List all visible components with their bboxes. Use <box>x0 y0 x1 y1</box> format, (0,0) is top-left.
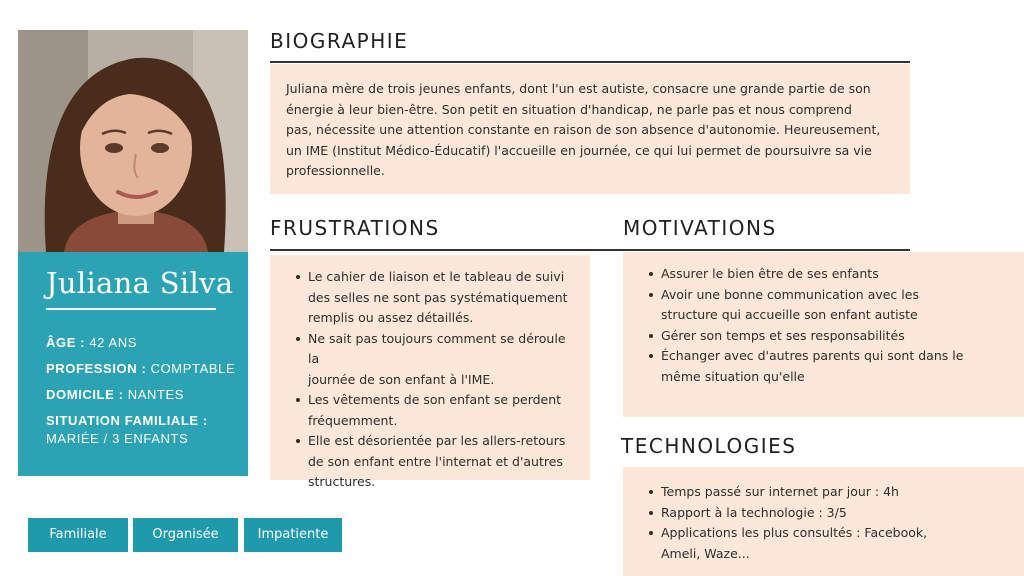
biography-line: énergie à leur bien-être. Son petit en situation d'handicap, ne parle pas et nous comprend <box>286 101 852 117</box>
list-item-line: remplis ou assez détaillés. <box>308 310 474 325</box>
name-divider <box>46 308 216 310</box>
list-item <box>645 326 1010 347</box>
frustrations-motivations-rule <box>270 249 910 251</box>
motivations-list <box>645 264 1010 387</box>
biography-line: professionnelle. <box>286 163 385 178</box>
list-item-line: Elle est désorientée par les allers-retours <box>308 433 566 448</box>
list-item <box>292 390 580 431</box>
list-item-line: Temps passé sur internet par jour : 4h <box>661 484 899 499</box>
technologies-list <box>645 482 1010 564</box>
fact-domicile <box>46 386 230 404</box>
biography-rule <box>270 61 910 63</box>
fact-age-key: ÂGE : <box>46 335 86 350</box>
biography-line: pas, nécessite une attention constante en raison de son absence d'autonomie. Heureusement, <box>286 122 881 137</box>
list-item-line: structures. <box>308 474 376 489</box>
biography-title: BIOGRAPHIE <box>270 29 409 53</box>
fact-profession-value: COMPTABLE <box>150 361 236 376</box>
fact-profession <box>46 360 236 378</box>
motivations-title: MOTIVATIONS <box>623 216 777 240</box>
list-item-line: structure qui accueille son enfant autiste <box>661 307 918 322</box>
list-item-line: Échanger avec d'autres parents qui sont dans le <box>661 348 964 363</box>
list-item <box>645 285 1010 326</box>
list-item-line: fréquemment. <box>308 412 398 428</box>
list-item-line: Le cahier de liaison et le tableau de suivi <box>308 269 565 284</box>
fact-domicile-key: DOMICILE : <box>46 387 124 402</box>
list-item <box>645 523 1010 564</box>
biography-panel <box>270 64 910 194</box>
persona-name: Juliana Silva <box>46 266 234 300</box>
list-item <box>645 264 1010 285</box>
frustrations-title: FRUSTRATIONS <box>270 216 440 240</box>
frustrations-panel <box>270 255 590 489</box>
fact-family-situation-value: MARIÉE / 3 ENFANTS <box>46 431 189 446</box>
fact-domicile-value: NANTES <box>127 387 185 402</box>
fact-profession-key: PROFESSION : <box>46 361 147 376</box>
list-item-line: Assurer le bien être de ses enfants <box>661 266 879 281</box>
list-item <box>292 431 580 493</box>
portrait-illustration <box>18 30 248 252</box>
list-item <box>645 482 1010 503</box>
technologies-panel <box>623 467 1024 576</box>
list-item <box>292 267 580 329</box>
list-item-line: de son enfant entre l'internat et d'autres <box>308 453 563 469</box>
list-item-line: Applications les plus consultés : Facebook, <box>661 525 928 540</box>
list-item <box>645 503 1010 524</box>
fact-family-situation-key: SITUATION FAMILIALE : <box>46 413 208 428</box>
frustrations-list <box>292 267 580 493</box>
fact-family-situation <box>46 412 230 448</box>
biography-line: un IME (Institut Médico-Éducatif) l'accueille en journée, ce qui lui permet de poursuivre sa vie <box>286 142 872 158</box>
persona-facts <box>46 334 236 448</box>
list-item <box>645 346 1010 387</box>
list-item-line: Ameli, Waze... <box>661 545 750 561</box>
technologies-title: TECHNOLOGIES <box>621 434 797 458</box>
biography-line: Juliana mère de trois jeunes enfants, dont l'un est autiste, consacre une grande partie de son <box>286 81 871 96</box>
trait-tag-familiale: Familiale <box>28 518 128 552</box>
list-item <box>292 329 580 391</box>
list-item-line: journée de son enfant à l'IME. <box>308 371 495 387</box>
list-item-line: Ne sait pas toujours comment se déroule la <box>308 330 566 366</box>
list-item-line: Les vêtements de son enfant se perdent <box>308 392 562 407</box>
list-item-line: Avoir une bonne communication avec les <box>661 286 919 302</box>
list-item-line: même situation qu'elle <box>661 368 805 384</box>
fact-age-value: 42 ANS <box>89 335 138 350</box>
trait-tag-organisee: Organisée <box>133 518 238 552</box>
list-item-line: Gérer son temps et ses responsabilités <box>661 327 905 343</box>
list-item-line: des selles ne sont pas systématiquement <box>308 289 568 305</box>
profile-card <box>18 252 248 476</box>
trait-tag-impatiente: Impatiente <box>244 518 342 552</box>
motivations-panel <box>623 252 1024 417</box>
fact-age <box>46 334 230 352</box>
persona-photo <box>18 30 248 252</box>
list-item-line: Rapport à la technologie : 3/5 <box>661 504 847 520</box>
